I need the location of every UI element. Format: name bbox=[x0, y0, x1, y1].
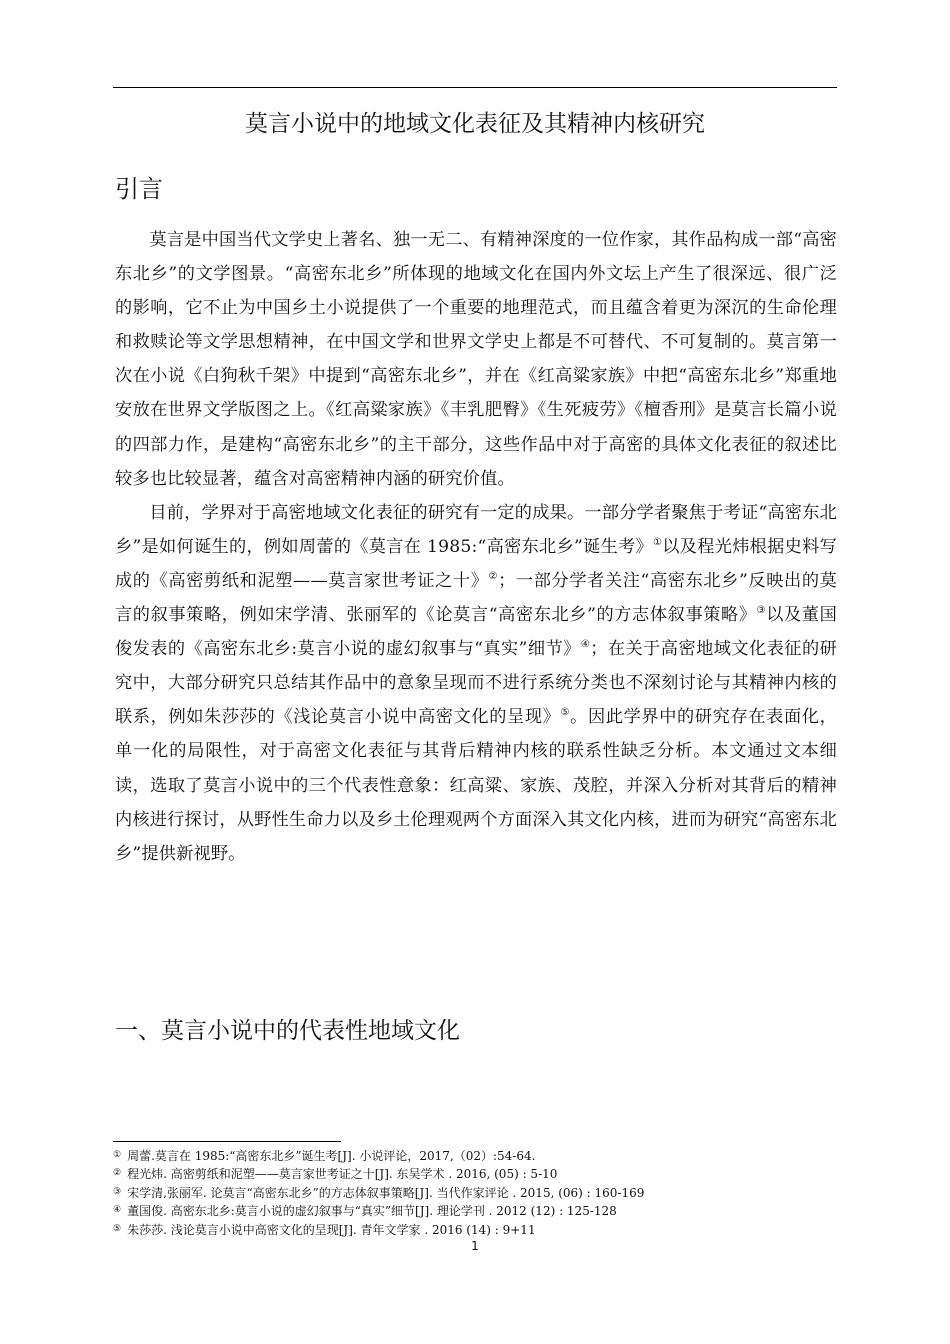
paragraph-text: 以及董国俊发表的《高密东北乡:莫言小说的虚幻叙事与“真实”细节》 bbox=[115, 605, 837, 660]
footnote-mark: ② bbox=[113, 1168, 122, 1179]
paragraph-1 bbox=[115, 223, 837, 496]
footnote-text: 朱莎莎. 浅论莫言小说中高密文化的呈现[J]. 青年文学家 . 2016 (14) : 9+11 bbox=[127, 1222, 536, 1237]
section-heading: 一、莫言小说中的代表性地域文化 bbox=[115, 1018, 460, 1044]
footnote-item bbox=[113, 1147, 837, 1165]
paragraph-text: 以及程光炜根据史料写成的《高密剪纸和泥塑——莫言家世考证之十》 bbox=[115, 536, 837, 591]
footnote-item bbox=[113, 1202, 837, 1220]
body-text bbox=[115, 223, 837, 871]
paper-title: 莫言小说中的地域文化表征及其精神内核研究 bbox=[245, 111, 705, 137]
footnote-ref[interactable]: ① bbox=[653, 536, 663, 548]
footnote-mark: ④ bbox=[113, 1205, 122, 1216]
footnote-ref[interactable]: ④ bbox=[580, 639, 591, 651]
footnotes bbox=[113, 1147, 837, 1239]
paragraph-text: 。因此学界中的研究存在表面化，单一化的局限性，对于高密文化表征与其背后精神内核的联系性缺乏分析。本文通过文本细读，选取了莫言小说中的三个代表性意象：红高粱、家族、茂腔，并深入分析对其背后的精神内核进行探讨，从野性生命力以及乡土伦理观两个方面深入其文化内核，进而为研究“高密东北乡”提供新视野。 bbox=[115, 707, 837, 864]
paragraph-text: 莫言是中国当代文学史上著名、独一无二、有精神深度的一位作家，其作品构成一部“高密东北乡”的文学图景。“高密东北乡”所体现的地域文化在国内外文坛上产生了很深远、很广泛的影响，它不止为中国乡土小说提供了一个重要的地理范式，而且蕴含着更为深沉的生命伦理和救赎论等文学思想精神，在中国文学和世界文学史上都是不可替代、不可复制的。莫言第一次在小说《白狗秋千架》中提到“高密东北乡”，并在《红高粱家族》中把“高密东北乡”郑重地安放在世界文学版图之上。《红高粱家族》《丰乳肥臀》《生死疲劳》《檀香刑》是莫言长篇小说的四部力作，是建构“高密东北乡”的主干部分，这些作品中对于高密的具体文化表征的叙述比较多也比较显著，蕴含对高密精神内涵的研究价值。 bbox=[115, 230, 837, 489]
footnote-ref[interactable]: ② bbox=[488, 570, 499, 582]
footnote-ref[interactable]: ⑤ bbox=[560, 707, 571, 719]
footnote-mark: ⑤ bbox=[113, 1223, 122, 1234]
intro-heading: 引言 bbox=[115, 175, 163, 203]
paragraph-2 bbox=[115, 496, 837, 871]
page-number: 1 bbox=[471, 1239, 479, 1253]
footnote-mark: ① bbox=[113, 1150, 122, 1160]
footnote-text: 程光炜. 高密剪纸和泥塑——莫言家世考证之十[J]. 东吴学术 . 2016, (05) : 5-10 bbox=[127, 1167, 558, 1182]
footnote-item bbox=[113, 1165, 837, 1183]
footnote-text: 周蕾.莫言在 1985:“高密东北乡”诞生考[J]. 小说评论，2017,（02）:54-64. bbox=[127, 1149, 536, 1163]
footnote-ref[interactable]: ③ bbox=[756, 605, 767, 617]
footnote-item bbox=[113, 1184, 837, 1202]
footnote-rule bbox=[113, 1141, 341, 1142]
footnote-text: 宋学清,张丽军. 论莫言“高密东北乡”的方志体叙事策略[J]. 当代作家评论 . 2015, (06) : 160-169 bbox=[127, 1185, 645, 1200]
paragraph-text: ；一部分学者关注“高密东北乡”反映出的莫言的叙事策略，例如宋学清、张丽军的《论莫言“高密东北乡”的方志体叙事策略》 bbox=[115, 570, 838, 626]
paragraph-text: ；在关于高密地域文化表征的研究中，大部分研究只总结其作品中的意象呈现而不进行系统分类也不深刻讨论与其精神内核的联系，例如朱莎莎的《浅论莫言小说中高密文化的呈现》 bbox=[115, 639, 837, 728]
footnote-item bbox=[113, 1221, 837, 1239]
footnote-mark: ③ bbox=[113, 1186, 122, 1197]
footnote-text: 董国俊. 高密东北乡:莫言小说的虚幻叙事与“真实”细节[J]. 理论学刊 . 2012 (12) : 125-128 bbox=[127, 1204, 617, 1219]
header-rule bbox=[113, 87, 837, 88]
paragraph-text: 目前，学界对于高密地域文化表征的研究有一定的成果。一部分学者聚焦于考证“高密东北乡”是如何诞生的，例如周蕾的《莫言在 1985:“高密东北乡”诞生考》 bbox=[115, 502, 837, 557]
